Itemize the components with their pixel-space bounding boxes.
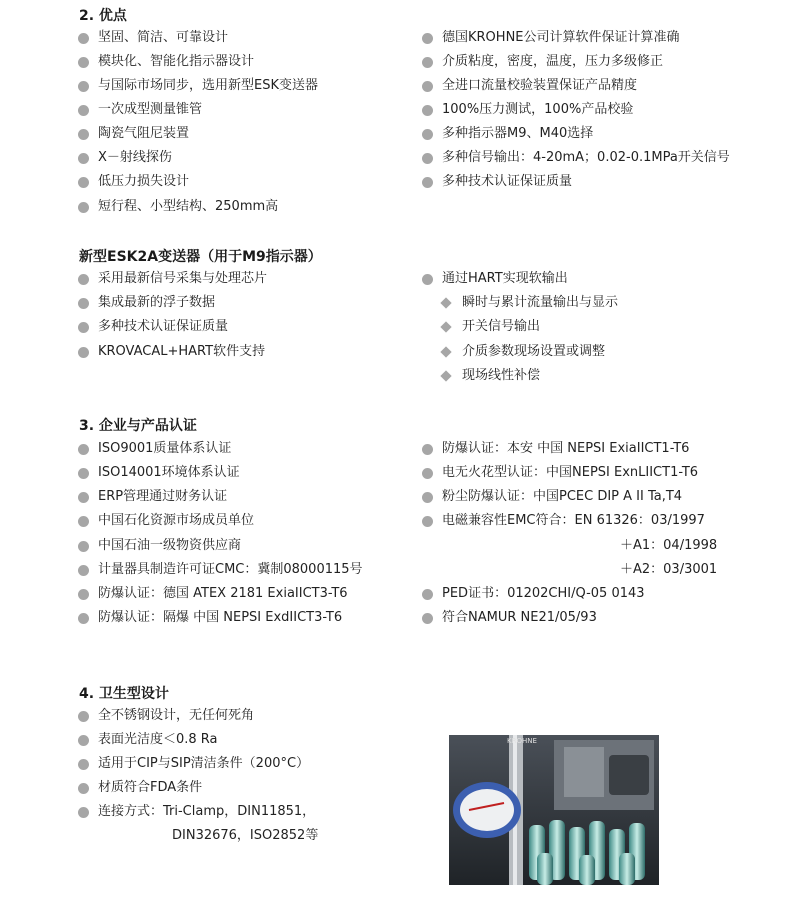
list-item: 德国KROHNE公司计算软件保证计算准确 — [442, 28, 680, 48]
bullet-icon — [78, 177, 89, 188]
list-item: 中国石化资源市场成员单位 — [98, 511, 254, 531]
list-item: 多种指示器M9、M40选择 — [442, 124, 593, 144]
bullet-icon — [78, 735, 89, 746]
list-item: 陶瓷气阻尼装置 — [98, 124, 189, 144]
section-sanitary-title: 4. 卫生型设计 — [79, 686, 169, 702]
bullet-icon — [78, 565, 89, 576]
list-item: 计量器具制造许可证CMC：冀制08000115号 — [98, 560, 363, 580]
list-item: 材质符合FDA条件 — [98, 778, 202, 798]
list-item: 符合NAMUR NE21/05/93 — [442, 608, 597, 628]
list-item: ISO9001质量体系认证 — [98, 439, 231, 459]
list-item: 短行程、小型结构、250mm高 — [98, 197, 278, 217]
list-item: 一次成型测量锥管 — [98, 100, 202, 120]
list-item: 防爆认证：德国 ATEX 2181 ExiaIICT3-T6 — [98, 584, 348, 604]
diamond-bullet-icon — [440, 321, 451, 332]
bullet-icon — [78, 492, 89, 503]
list-item: 粉尘防爆认证：中国PCEC DIP A II Ta,T4 — [442, 487, 682, 507]
list-item: X－射线探伤 — [98, 148, 172, 168]
bullet-icon — [78, 444, 89, 455]
bullet-icon — [422, 153, 433, 164]
bullet-icon — [78, 516, 89, 527]
bullet-icon — [78, 468, 89, 479]
list-item: 模块化、智能化指示器设计 — [98, 52, 254, 72]
list-item: 适用于CIP与SIP清洁条件（200°C） — [98, 754, 309, 774]
list-item: 集成最新的浮子数据 — [98, 293, 215, 313]
list-item: 全不锈钢设计，无任何死角 — [98, 706, 254, 726]
bullet-icon — [422, 444, 433, 455]
list-item: 表面光洁度＜0.8 Ra — [98, 730, 218, 750]
list-item: 连接方式：Tri-Clamp，DIN11851， — [98, 802, 315, 822]
bullet-icon — [78, 783, 89, 794]
bullet-icon — [78, 807, 89, 818]
bullet-icon — [422, 81, 433, 92]
bullet-icon — [78, 322, 89, 333]
bullet-icon — [78, 153, 89, 164]
bullet-icon — [78, 202, 89, 213]
list-item: 多种技术认证保证质量 — [98, 317, 228, 337]
list-item: 采用最新信号采集与处理芯片 — [98, 269, 267, 289]
list-item: ISO14001环境体系认证 — [98, 463, 240, 483]
bullet-icon — [422, 492, 433, 503]
list-item-continuation: ＋A2：03/3001 — [620, 562, 718, 577]
list-item: 多种技术认证保证质量 — [442, 172, 572, 192]
flowmeter-bottling-illustration — [449, 735, 659, 885]
diamond-bullet-icon — [440, 370, 451, 381]
bullet-icon — [78, 589, 89, 600]
list-item: 通过HART实现软输出 — [442, 269, 568, 289]
list-item: 坚固、简洁、可靠设计 — [98, 28, 228, 48]
bullet-icon — [78, 33, 89, 44]
bullet-icon — [422, 105, 433, 116]
bullet-icon — [78, 274, 89, 285]
diamond-bullet-icon — [440, 346, 451, 357]
list-item: 100%压力测试，100%产品校验 — [442, 100, 633, 120]
bullet-icon — [78, 711, 89, 722]
list-item: 全进口流量校验装置保证产品精度 — [442, 76, 637, 96]
list-item: ERP管理通过财务认证 — [98, 487, 227, 507]
bullet-icon — [422, 57, 433, 68]
list-item: 低压力损失设计 — [98, 172, 189, 192]
sub-list-item: 现场线性补偿 — [462, 366, 540, 386]
bullet-icon — [422, 613, 433, 624]
section-advantages-title: 2. 优点 — [79, 8, 127, 24]
list-item-continuation: ＋A1：04/1998 — [620, 538, 718, 553]
bullet-icon — [422, 274, 433, 285]
photo-brand-label: KROHNE — [507, 737, 537, 745]
list-item: 多种信号输出：4-20mA；0.02-0.1MPa开关信号 — [442, 148, 730, 168]
bullet-icon — [78, 347, 89, 358]
sub-list-item: 开关信号输出 — [462, 317, 540, 337]
list-item: PED证书：01202CHI/Q-05 0143 — [442, 584, 645, 604]
section-esk2a-title: 新型ESK2A变送器（用于M9指示器） — [79, 249, 322, 265]
bullet-icon — [78, 129, 89, 140]
bullet-icon — [422, 177, 433, 188]
bullet-icon — [422, 589, 433, 600]
list-item: 防爆认证：本安 中国 NEPSI ExiaIICT1-T6 — [442, 439, 689, 459]
bullet-icon — [422, 468, 433, 479]
list-item: 与国际市场同步，选用新型ESK变送器 — [98, 76, 318, 96]
bullet-icon — [422, 516, 433, 527]
bullet-icon — [78, 541, 89, 552]
sub-list-item: 介质参数现场设置或调整 — [462, 342, 605, 362]
list-item: 电磁兼容性EMC符合：EN 61326：03/1997 — [442, 511, 705, 531]
list-item: 电无火花型认证：中国NEPSI ExnLIICT1-T6 — [442, 463, 698, 483]
bullet-icon — [78, 105, 89, 116]
product-photo — [449, 735, 659, 885]
bullet-icon — [78, 57, 89, 68]
diamond-bullet-icon — [440, 297, 451, 308]
list-item: 中国石油一级物资供应商 — [98, 536, 241, 556]
bullet-icon — [78, 81, 89, 92]
sub-list-item: 瞬时与累计流量输出与显示 — [462, 293, 618, 313]
list-item-continuation: DIN32676，ISO2852等 — [172, 828, 319, 843]
bullet-icon — [78, 298, 89, 309]
bullet-icon — [78, 759, 89, 770]
section-certification-title: 3. 企业与产品认证 — [79, 418, 197, 434]
bullet-icon — [78, 613, 89, 624]
bullet-icon — [422, 33, 433, 44]
list-item: 防爆认证：隔爆 中国 NEPSI ExdIICT3-T6 — [98, 608, 342, 628]
list-item: 介质粘度，密度，温度，压力多级修正 — [442, 52, 663, 72]
bullet-icon — [422, 129, 433, 140]
list-item: KROVACAL+HART软件支持 — [98, 342, 265, 362]
